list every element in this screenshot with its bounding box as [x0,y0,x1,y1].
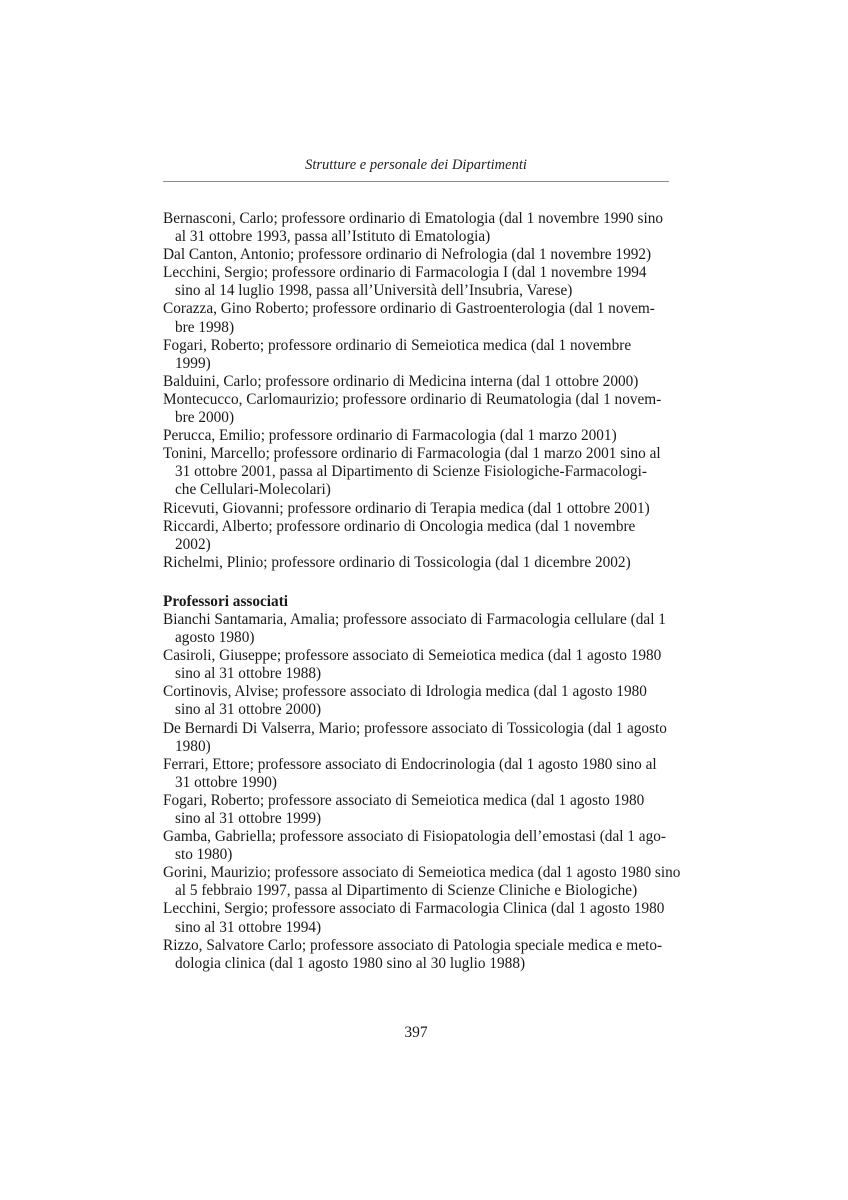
entry-continuation-line: al 5 febbraio 1997, passa al Dipartimento di Scienze Cliniche e Biologiche) [175,882,638,900]
page-body [163,210,681,973]
entry-continuation-line: 31 ottobre 2001, passa al Dipartimento di Scienze Fisiologiche-Farmacologi- [175,463,647,481]
entry-line: Gorini, Maurizio; professore associato di Semeiotica medica (dal 1 agosto 1980 sino [163,864,681,882]
entry-continuation-line: 1980) [175,737,211,755]
entry-continuation-line: bre 1998) [175,318,235,336]
ordinari-list [163,210,673,572]
list-item [163,900,673,936]
entry-line: Richelmi, Plinio; professore ordinario di Tossicologia (dal 1 dicembre 2002) [163,553,631,571]
list-item [163,720,673,756]
entry-line: Lecchini, Sergio; professore ordinario di Farmacologia I (dal 1 novembre 1994 [163,264,647,282]
list-item [163,647,673,683]
list-item [163,792,673,828]
list-item [163,300,673,336]
entry-line: Riccardi, Alberto; professore ordinario di Oncologia medica (dal 1 novembre [163,517,636,535]
list-item [163,937,673,973]
entry-line: Bianchi Santamaria, Amalia; professore associato di Farmacologia cellulare (dal 1 [163,610,666,628]
entry-line: Perucca, Emilio; professore ordinario di Farmacologia (dal 1 marzo 2001) [163,427,617,445]
list-item [163,210,673,246]
entry-line: Bernasconi, Carlo; professore ordinario di Ematologia (dal 1 novembre 1990 sino [163,210,664,227]
entry-continuation-line: 2002) [175,535,211,553]
entry-continuation-line: sino al 31 ottobre 1988) [175,665,322,683]
list-item [163,518,673,554]
list-item [163,264,673,300]
entry-continuation-line: sto 1980) [175,846,233,864]
entry-continuation-line: dologia clinica (dal 1 agosto 1980 sino al 30 luglio 1988) [175,954,526,972]
entry-continuation-line: agosto 1980) [175,629,255,647]
list-item [163,427,673,445]
entry-line: Montecucco, Carlomaurizio; professore ordinario di Reumatologia (dal 1 novem- [163,390,662,408]
entry-continuation-line: bre 2000) [175,409,235,427]
entry-line: Dal Canton, Antonio; professore ordinario di Nefrologia (dal 1 novembre 1992) [163,246,652,264]
list-item [163,246,673,264]
entry-continuation-line: 31 ottobre 1990) [175,773,277,791]
entry-line: Gamba, Gabriella; professore associato di Fisiopatologia dell’emostasi (dal 1 ago- [163,828,666,846]
entry-line: Corazza, Gino Roberto; professore ordinario di Gastroenterologia (dal 1 novem- [163,300,655,318]
entry-line: Ricevuti, Giovanni; professore ordinario di Terapia medica (dal 1 ottobre 2001) [163,499,650,517]
list-item [163,337,673,373]
entry-continuation-line: al 31 ottobre 1993, passa all’Istituto di Ematologia) [175,228,491,246]
entry-line: Fogari, Roberto; professore ordinario di Semeiotica medica (dal 1 novembre [163,336,632,354]
list-item [163,864,681,900]
list-item [163,828,673,864]
entry-line: Balduini, Carlo; professore ordinario di Medicina interna (dal 1 ottobre 2000) [163,372,639,390]
entry-continuation-line: 1999) [175,354,211,372]
list-item [163,373,673,391]
list-item [163,611,673,647]
page-number: 397 [404,1024,428,1041]
list-item [163,391,673,427]
list-item [163,500,673,518]
entry-line: Casiroli, Giuseppe; professore associato di Semeiotica medica (dal 1 agosto 1980 [163,647,662,665]
list-item [163,683,673,719]
entry-line: Fogari, Roberto; professore associato di Semeiotica medica (dal 1 agosto 1980 [163,791,645,809]
header-rule [163,181,669,182]
entry-line: Lecchini, Sergio; professore associato di Farmacologia Clinica (dal 1 agosto 1980 [163,900,665,918]
entry-line: Ferrari, Ettore; professore associato di Endocrinologia (dal 1 agosto 1980 sino al [163,755,657,773]
list-item [163,554,673,572]
entry-continuation-line: che Cellulari-Molecolari) [175,481,331,499]
section-heading-associati: Professori associati [163,592,289,610]
entry-continuation-line: sino al 31 ottobre 2000) [175,701,322,719]
running-header-title: Strutture e personale dei Dipartimenti [305,157,527,173]
entry-continuation-line: sino al 31 ottobre 1999) [175,810,322,827]
entry-line: De Bernardi Di Valserra, Mario; professore associato di Tossicologia (dal 1 agosto [163,719,667,737]
entry-line: Rizzo, Salvatore Carlo; professore associato di Patologia speciale medica e meto- [163,936,663,954]
entry-continuation-line: sino al 14 luglio 1998, passa all’Università dell’Insubria, Varese) [175,282,573,300]
entry-continuation-line: sino al 31 ottobre 1994) [175,918,322,936]
list-item [163,445,673,499]
entry-line: Cortinovis, Alvise; professore associato di Idrologia medica (dal 1 agosto 1980 [163,683,647,701]
list-item [163,756,673,792]
associati-list [163,610,681,973]
entry-line: Tonini, Marcello; professore ordinario di Farmacologia (dal 1 marzo 2001 sino al [163,445,661,463]
